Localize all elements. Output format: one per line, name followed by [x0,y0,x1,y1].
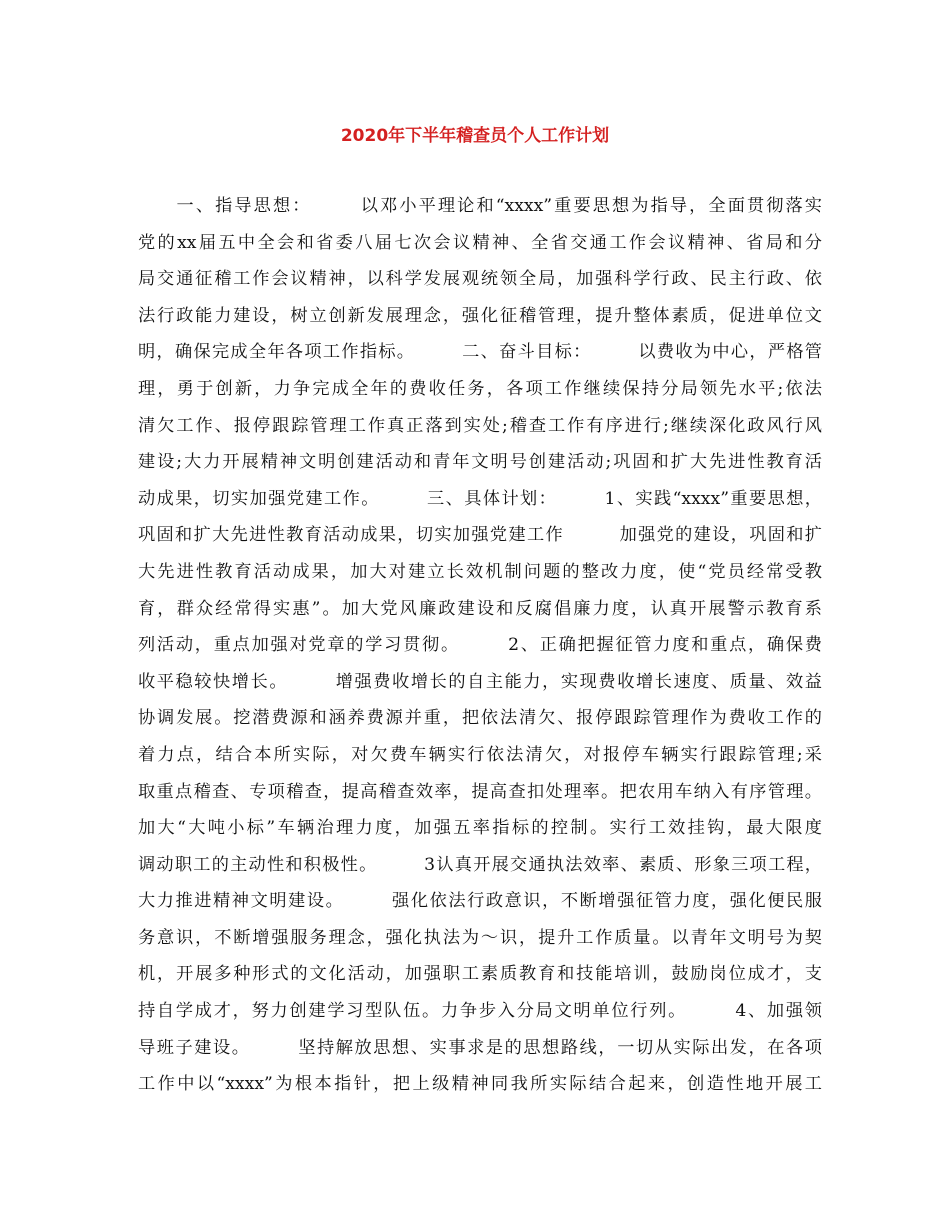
text-line: 收平稳较快增长。 增强费收增长的自主能力，实现费收增长速度、质量、效益 [138,671,822,692]
text-line: 着力点，结合本所实际，对欠费车辆实行依法清欠，对报停车辆实行跟踪管理;采 [138,744,822,765]
text-line: 局交通征稽工作会议精神，以科学发展观统领全局，加强科学行政、民主行政、依 [138,269,822,290]
text-line: 列活动，重点加强对党章的学习贯彻。 2、正确把握征管力度和重点，确保费 [138,635,822,656]
text-line: 清欠工作、报停跟踪管理工作真正落到实处;稽查工作有序进行;继续深化政风行风 [138,415,822,436]
text-line: 党的xx届五中全会和省委八届七次会议精神、全省交通工作会议精神、省局和分 [138,232,822,253]
text-line: 理，勇于创新，力争完成全年的费收任务，各项工作继续保持分局领先水平;依法 [138,378,822,399]
text-line: 大力推进精神文明建设。 强化依法行政意识，不断增强征管力度，强化便民服 [138,891,822,912]
text-line: 取重点稽查、专项稽查，提高稽查效率，提高查扣处理率。把农用车纳入有序管理。 [138,781,822,802]
text-line: 机，开展多种形式的文化活动，加强职工素质教育和技能培训，鼓励岗位成才，支 [138,964,822,985]
text-line: 法行政能力建设，树立创新发展理念，强化征稽管理，提升整体素质，促进单位文 [138,305,822,326]
text-line: 动成果，切实加强党建工作。 三、具体计划： 1、实践“xxxx”重要思想， [138,488,822,509]
document-body [138,188,822,1103]
text-line: 调动职工的主动性和积极性。 3认真开展交通执法效率、素质、形象三项工程， [138,854,822,875]
text-line: 工作中以“xxxx”为根本指针，把上级精神同我所实际结合起来，创造性地开展工 [138,1074,822,1095]
text-line: 加大“大吨小标”车辆治理力度，加强五率指标的控制。实行工效挂钩，最大限度 [138,818,822,839]
text-line: 持自学成才，努力创建学习型队伍。力争步入分局文明单位行列。 4、加强领 [138,1001,822,1022]
text-line: 巩固和扩大先进性教育活动成果，切实加强党建工作 加强党的建设，巩固和扩 [138,525,822,546]
page-title: 2020年下半年稽查员个人工作计划 [340,126,610,146]
text-line: 大先进性教育活动成果，加大对建立长效机制问题的整改力度，使“党员经常受教 [138,561,822,582]
text-line: 建设;大力开展精神文明创建活动和青年文明号创建活动;巩固和扩大先进性教育活 [138,452,822,473]
text-line: 明，确保完成全年各项工作指标。 二、奋斗目标： 以费收为中心，严格管 [138,342,822,363]
text-line: 育，群众经常得实惠”。加大党风廉政建设和反腐倡廉力度，认真开展警示教育系 [138,598,822,619]
text-line: 务意识，不断增强服务理念，强化执法为～识，提升工作质量。以青年文明号为契 [138,927,822,948]
text-line: 协调发展。挖潜费源和涵养费源并重，把依法清欠、报停跟踪管理作为费收工作的 [138,708,822,729]
text-line: 导班子建设。 坚持解放思想、实事求是的思想路线，一切从实际出发，在各项 [138,1037,822,1058]
text-line: 一、指导思想： 以邓小平理论和“xxxx”重要思想为指导，全面贯彻落实 [138,196,822,216]
